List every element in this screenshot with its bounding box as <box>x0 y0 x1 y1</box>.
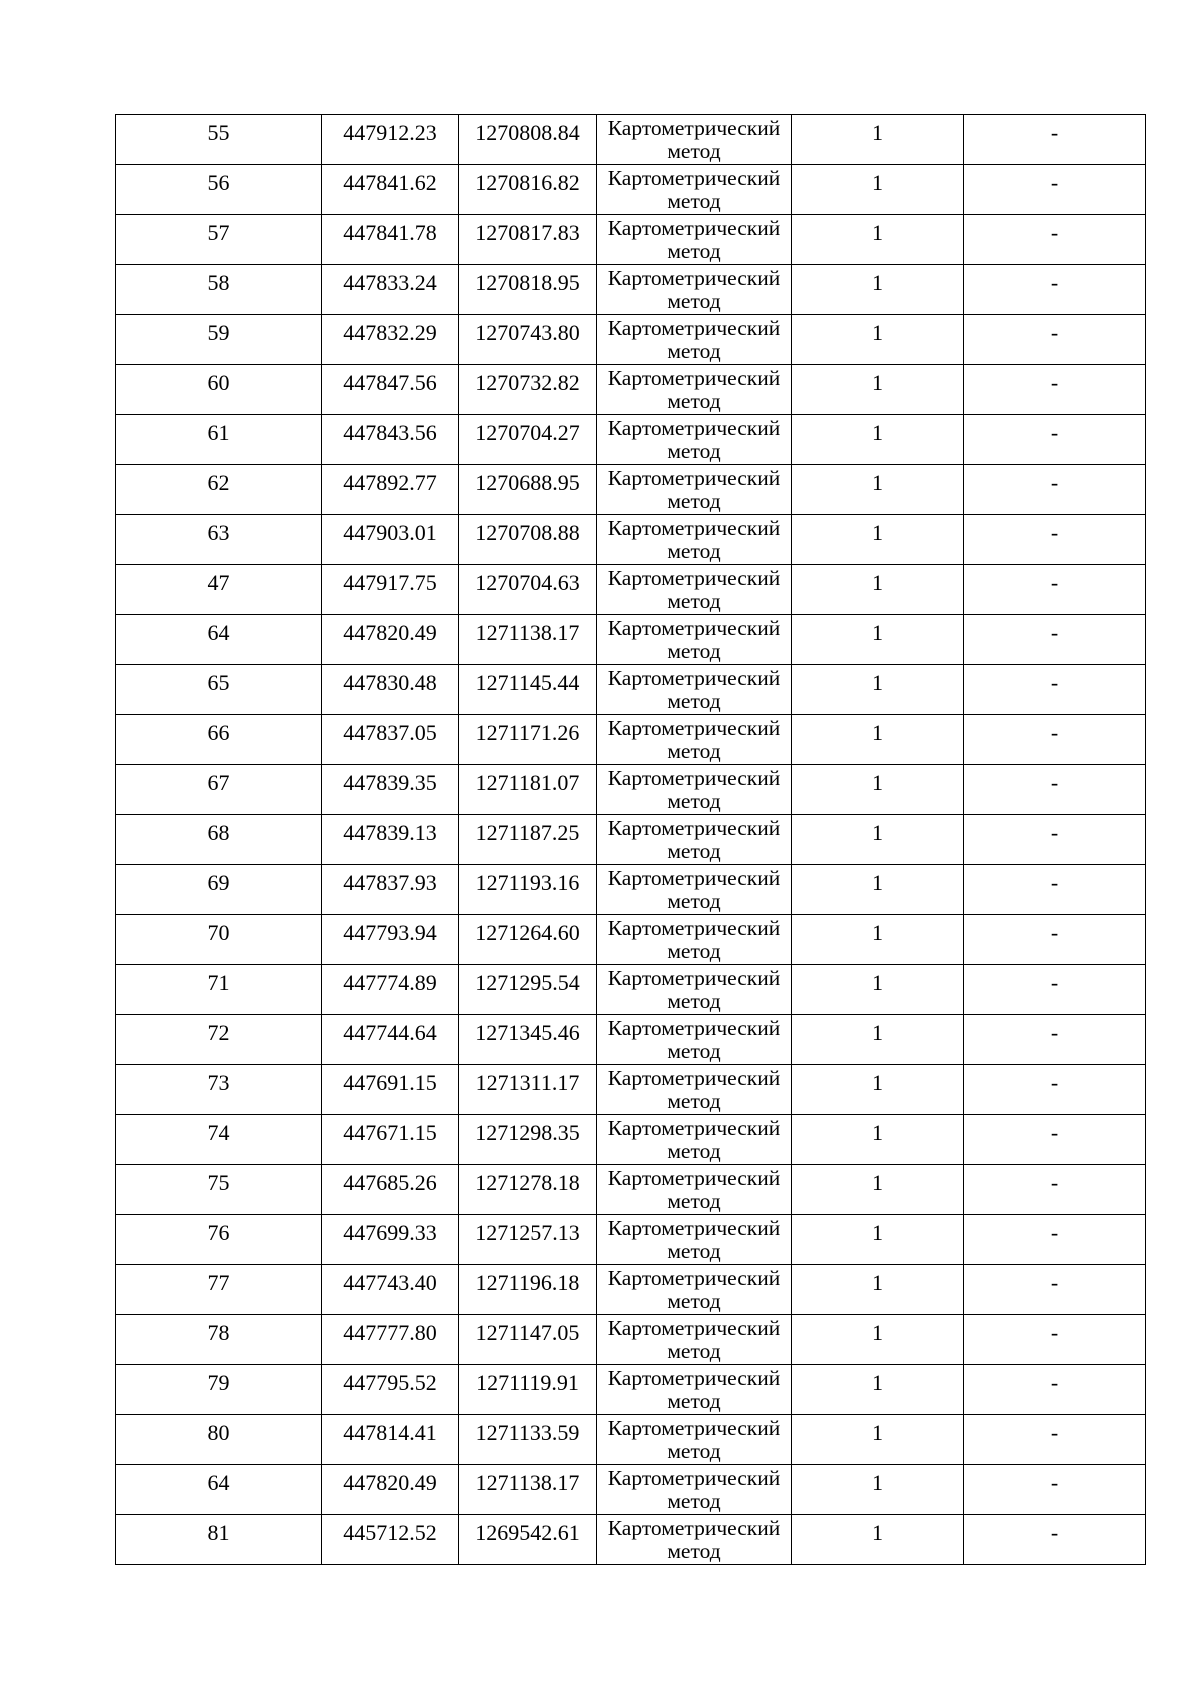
y-coordinate-cell: 1271171.26 <box>459 715 597 765</box>
y-coordinate-cell: 1271345.46 <box>459 1015 597 1065</box>
y-coordinate-cell: 1271193.16 <box>459 865 597 915</box>
x-coordinate-cell: 447814.41 <box>322 1415 459 1465</box>
method-cell <box>597 1065 792 1115</box>
table-row <box>116 215 1146 265</box>
method-label-line1: Картометрический <box>607 1466 781 1490</box>
precision-cell: 1 <box>792 465 964 515</box>
y-coordinate-cell: 1271298.35 <box>459 1115 597 1165</box>
method-label-line1: Картометрический <box>607 266 781 290</box>
method-cell <box>597 865 792 915</box>
table-row <box>116 1315 1146 1365</box>
coordinates-table <box>115 114 1146 1565</box>
note-cell: - <box>964 915 1146 965</box>
point-number-cell: 79 <box>116 1365 322 1415</box>
y-coordinate-cell: 1270743.80 <box>459 315 597 365</box>
note-cell: - <box>964 165 1146 215</box>
method-label-line1: Картометрический <box>607 566 781 590</box>
precision-cell: 1 <box>792 865 964 915</box>
y-coordinate-cell: 1269542.61 <box>459 1515 597 1565</box>
table-row <box>116 1515 1146 1565</box>
x-coordinate-cell: 447917.75 <box>322 565 459 615</box>
method-cell <box>597 415 792 465</box>
method-label-line2: метод <box>667 639 721 663</box>
precision-cell: 1 <box>792 265 964 315</box>
x-coordinate-cell: 447743.40 <box>322 1265 459 1315</box>
table-row <box>116 515 1146 565</box>
note-cell: - <box>964 1365 1146 1415</box>
note-cell: - <box>964 465 1146 515</box>
note-cell: - <box>964 715 1146 765</box>
point-number-cell: 47 <box>116 565 322 615</box>
method-cell <box>597 365 792 415</box>
point-number-cell: 77 <box>116 1265 322 1315</box>
precision-cell: 1 <box>792 165 964 215</box>
note-cell: - <box>964 1315 1146 1365</box>
method-label-line2: метод <box>667 1489 721 1513</box>
method-cell <box>597 1015 792 1065</box>
note-cell: - <box>964 1515 1146 1565</box>
method-cell <box>597 815 792 865</box>
point-number-cell: 75 <box>116 1165 322 1215</box>
precision-cell: 1 <box>792 815 964 865</box>
table-row <box>116 465 1146 515</box>
method-cell <box>597 1165 792 1215</box>
x-coordinate-cell: 447903.01 <box>322 515 459 565</box>
method-cell <box>597 1315 792 1365</box>
point-number-cell: 69 <box>116 865 322 915</box>
x-coordinate-cell: 447671.15 <box>322 1115 459 1165</box>
y-coordinate-cell: 1271295.54 <box>459 965 597 1015</box>
table-row <box>116 565 1146 615</box>
precision-cell: 1 <box>792 1365 964 1415</box>
table-row <box>116 1415 1146 1465</box>
note-cell: - <box>964 1265 1146 1315</box>
method-label-line2: метод <box>667 1339 721 1363</box>
method-cell <box>597 1465 792 1515</box>
precision-cell: 1 <box>792 1115 964 1165</box>
y-coordinate-cell: 1270808.84 <box>459 115 597 165</box>
method-label-line1: Картометрический <box>607 1266 781 1290</box>
method-cell <box>597 765 792 815</box>
method-label-line1: Картометрический <box>607 416 781 440</box>
precision-cell: 1 <box>792 1265 964 1315</box>
method-label-line1: Картометрический <box>607 1066 781 1090</box>
x-coordinate-cell: 447777.80 <box>322 1315 459 1365</box>
table-row <box>116 1365 1146 1415</box>
method-label-line1: Картометрический <box>607 866 781 890</box>
note-cell: - <box>964 515 1146 565</box>
y-coordinate-cell: 1271133.59 <box>459 1415 597 1465</box>
note-cell: - <box>964 1065 1146 1115</box>
method-cell <box>597 715 792 765</box>
y-coordinate-cell: 1270818.95 <box>459 265 597 315</box>
y-coordinate-cell: 1271257.13 <box>459 1215 597 1265</box>
x-coordinate-cell: 447839.35 <box>322 765 459 815</box>
method-label-line2: метод <box>667 1289 721 1313</box>
method-label-line2: метод <box>667 1439 721 1463</box>
table-row <box>116 1065 1146 1115</box>
point-number-cell: 59 <box>116 315 322 365</box>
method-cell <box>597 615 792 665</box>
method-cell <box>597 1265 792 1315</box>
method-label-line2: метод <box>667 439 721 463</box>
method-cell <box>597 565 792 615</box>
x-coordinate-cell: 447843.56 <box>322 415 459 465</box>
method-label-line1: Картометрический <box>607 116 781 140</box>
method-label-line1: Картометрический <box>607 516 781 540</box>
method-label-line1: Картометрический <box>607 1316 781 1340</box>
note-cell: - <box>964 865 1146 915</box>
method-cell <box>597 915 792 965</box>
y-coordinate-cell: 1271187.25 <box>459 815 597 865</box>
method-label-line2: метод <box>667 389 721 413</box>
precision-cell: 1 <box>792 365 964 415</box>
note-cell: - <box>964 265 1146 315</box>
y-coordinate-cell: 1270708.88 <box>459 515 597 565</box>
method-label-line2: метод <box>667 339 721 363</box>
x-coordinate-cell: 447847.56 <box>322 365 459 415</box>
method-cell <box>597 1515 792 1565</box>
x-coordinate-cell: 447837.93 <box>322 865 459 915</box>
method-cell <box>597 665 792 715</box>
method-label-line1: Картометрический <box>607 916 781 940</box>
point-number-cell: 80 <box>116 1415 322 1465</box>
precision-cell: 1 <box>792 715 964 765</box>
precision-cell: 1 <box>792 965 964 1015</box>
method-label-line1: Картометрический <box>607 716 781 740</box>
point-number-cell: 72 <box>116 1015 322 1065</box>
precision-cell: 1 <box>792 515 964 565</box>
precision-cell: 1 <box>792 765 964 815</box>
x-coordinate-cell: 447820.49 <box>322 615 459 665</box>
precision-cell: 1 <box>792 1465 964 1515</box>
method-label-line2: метод <box>667 139 721 163</box>
note-cell: - <box>964 215 1146 265</box>
point-number-cell: 68 <box>116 815 322 865</box>
method-label-line2: метод <box>667 489 721 513</box>
table-row <box>116 865 1146 915</box>
note-cell: - <box>964 1015 1146 1065</box>
method-label-line2: метод <box>667 1089 721 1113</box>
method-label-line1: Картометрический <box>607 366 781 390</box>
method-cell <box>597 1215 792 1265</box>
table-row <box>116 1015 1146 1065</box>
note-cell: - <box>964 1415 1146 1465</box>
table-row <box>116 665 1146 715</box>
x-coordinate-cell: 447691.15 <box>322 1065 459 1115</box>
point-number-cell: 66 <box>116 715 322 765</box>
point-number-cell: 63 <box>116 515 322 565</box>
note-cell: - <box>964 115 1146 165</box>
note-cell: - <box>964 765 1146 815</box>
method-label-line2: метод <box>667 1189 721 1213</box>
method-label-line1: Картометрический <box>607 966 781 990</box>
y-coordinate-cell: 1270704.63 <box>459 565 597 615</box>
note-cell: - <box>964 615 1146 665</box>
method-label-line2: метод <box>667 989 721 1013</box>
point-number-cell: 81 <box>116 1515 322 1565</box>
method-label-line1: Картометрический <box>607 1116 781 1140</box>
precision-cell: 1 <box>792 215 964 265</box>
x-coordinate-cell: 447699.33 <box>322 1215 459 1265</box>
y-coordinate-cell: 1270816.82 <box>459 165 597 215</box>
point-number-cell: 70 <box>116 915 322 965</box>
precision-cell: 1 <box>792 315 964 365</box>
y-coordinate-cell: 1271138.17 <box>459 615 597 665</box>
method-cell <box>597 165 792 215</box>
x-coordinate-cell: 447832.29 <box>322 315 459 365</box>
table-row <box>116 365 1146 415</box>
method-cell <box>597 1365 792 1415</box>
method-cell <box>597 515 792 565</box>
note-cell: - <box>964 365 1146 415</box>
x-coordinate-cell: 447793.94 <box>322 915 459 965</box>
note-cell: - <box>964 965 1146 1015</box>
note-cell: - <box>964 1215 1146 1265</box>
method-label-line2: метод <box>667 1539 721 1563</box>
method-cell <box>597 315 792 365</box>
point-number-cell: 76 <box>116 1215 322 1265</box>
y-coordinate-cell: 1271119.91 <box>459 1365 597 1415</box>
method-label-line1: Картометрический <box>607 766 781 790</box>
x-coordinate-cell: 447833.24 <box>322 265 459 315</box>
note-cell: - <box>964 1465 1146 1515</box>
y-coordinate-cell: 1271147.05 <box>459 1315 597 1365</box>
y-coordinate-cell: 1271278.18 <box>459 1165 597 1215</box>
method-label-line1: Картометрический <box>607 1416 781 1440</box>
note-cell: - <box>964 665 1146 715</box>
x-coordinate-cell: 447839.13 <box>322 815 459 865</box>
point-number-cell: 78 <box>116 1315 322 1365</box>
method-label-line2: метод <box>667 939 721 963</box>
x-coordinate-cell: 447744.64 <box>322 1015 459 1065</box>
method-cell <box>597 1115 792 1165</box>
method-cell <box>597 215 792 265</box>
point-number-cell: 73 <box>116 1065 322 1115</box>
table-row <box>116 815 1146 865</box>
x-coordinate-cell: 447774.89 <box>322 965 459 1015</box>
precision-cell: 1 <box>792 415 964 465</box>
point-number-cell: 74 <box>116 1115 322 1165</box>
y-coordinate-cell: 1271138.17 <box>459 1465 597 1515</box>
x-coordinate-cell: 447820.49 <box>322 1465 459 1515</box>
table-row <box>116 615 1146 665</box>
point-number-cell: 58 <box>116 265 322 315</box>
table-row <box>116 165 1146 215</box>
method-label-line2: метод <box>667 839 721 863</box>
precision-cell: 1 <box>792 1015 964 1065</box>
x-coordinate-cell: 447912.23 <box>322 115 459 165</box>
table-row <box>116 265 1146 315</box>
precision-cell: 1 <box>792 1415 964 1465</box>
y-coordinate-cell: 1271264.60 <box>459 915 597 965</box>
precision-cell: 1 <box>792 1215 964 1265</box>
method-label-line2: метод <box>667 1389 721 1413</box>
x-coordinate-cell: 447892.77 <box>322 465 459 515</box>
precision-cell: 1 <box>792 565 964 615</box>
method-label-line2: метод <box>667 239 721 263</box>
table-row <box>116 715 1146 765</box>
note-cell: - <box>964 565 1146 615</box>
x-coordinate-cell: 447795.52 <box>322 1365 459 1415</box>
table-row <box>116 1265 1146 1315</box>
precision-cell: 1 <box>792 915 964 965</box>
note-cell: - <box>964 315 1146 365</box>
method-label-line2: метод <box>667 789 721 813</box>
method-label-line2: метод <box>667 689 721 713</box>
method-cell <box>597 115 792 165</box>
table-row <box>116 315 1146 365</box>
y-coordinate-cell: 1270732.82 <box>459 365 597 415</box>
method-label-line2: метод <box>667 589 721 613</box>
table-row <box>116 1465 1146 1515</box>
point-number-cell: 57 <box>116 215 322 265</box>
point-number-cell: 71 <box>116 965 322 1015</box>
x-coordinate-cell: 447830.48 <box>322 665 459 715</box>
table-row <box>116 1215 1146 1265</box>
method-label-line2: метод <box>667 1039 721 1063</box>
point-number-cell: 56 <box>116 165 322 215</box>
method-label-line2: метод <box>667 889 721 913</box>
coordinates-table-body <box>116 115 1146 1565</box>
method-label-line2: метод <box>667 189 721 213</box>
table-row <box>116 915 1146 965</box>
table-row <box>116 115 1146 165</box>
y-coordinate-cell: 1271145.44 <box>459 665 597 715</box>
method-label-line1: Картометрический <box>607 216 781 240</box>
y-coordinate-cell: 1271181.07 <box>459 765 597 815</box>
note-cell: - <box>964 815 1146 865</box>
precision-cell: 1 <box>792 1165 964 1215</box>
method-label-line1: Картометрический <box>607 166 781 190</box>
method-cell <box>597 465 792 515</box>
method-cell <box>597 965 792 1015</box>
method-label-line1: Картометрический <box>607 1216 781 1240</box>
method-label-line1: Картометрический <box>607 1166 781 1190</box>
method-label-line2: метод <box>667 289 721 313</box>
point-number-cell: 62 <box>116 465 322 515</box>
method-label-line2: метод <box>667 739 721 763</box>
table-row <box>116 965 1146 1015</box>
point-number-cell: 60 <box>116 365 322 415</box>
y-coordinate-cell: 1270704.27 <box>459 415 597 465</box>
precision-cell: 1 <box>792 1065 964 1115</box>
precision-cell: 1 <box>792 1515 964 1565</box>
point-number-cell: 64 <box>116 615 322 665</box>
method-label-line2: метод <box>667 1139 721 1163</box>
table-row <box>116 1165 1146 1215</box>
note-cell: - <box>964 1115 1146 1165</box>
method-label-line1: Картометрический <box>607 1016 781 1040</box>
method-label-line2: метод <box>667 539 721 563</box>
table-row <box>116 1115 1146 1165</box>
y-coordinate-cell: 1271196.18 <box>459 1265 597 1315</box>
x-coordinate-cell: 447841.78 <box>322 215 459 265</box>
note-cell: - <box>964 1165 1146 1215</box>
y-coordinate-cell: 1271311.17 <box>459 1065 597 1115</box>
y-coordinate-cell: 1270688.95 <box>459 465 597 515</box>
point-number-cell: 67 <box>116 765 322 815</box>
point-number-cell: 55 <box>116 115 322 165</box>
method-label-line1: Картометрический <box>607 466 781 490</box>
method-label-line1: Картометрический <box>607 1366 781 1390</box>
method-label-line1: Картометрический <box>607 616 781 640</box>
precision-cell: 1 <box>792 115 964 165</box>
x-coordinate-cell: 447841.62 <box>322 165 459 215</box>
x-coordinate-cell: 445712.52 <box>322 1515 459 1565</box>
method-label-line1: Картометрический <box>607 1516 781 1540</box>
y-coordinate-cell: 1270817.83 <box>459 215 597 265</box>
method-label-line1: Картометрический <box>607 666 781 690</box>
method-cell <box>597 1415 792 1465</box>
point-number-cell: 61 <box>116 415 322 465</box>
method-label-line1: Картометрический <box>607 316 781 340</box>
method-label-line2: метод <box>667 1239 721 1263</box>
note-cell: - <box>964 415 1146 465</box>
method-cell <box>597 265 792 315</box>
method-label-line1: Картометрический <box>607 816 781 840</box>
table-row <box>116 415 1146 465</box>
precision-cell: 1 <box>792 1315 964 1365</box>
x-coordinate-cell: 447685.26 <box>322 1165 459 1215</box>
x-coordinate-cell: 447837.05 <box>322 715 459 765</box>
point-number-cell: 64 <box>116 1465 322 1515</box>
precision-cell: 1 <box>792 665 964 715</box>
table-row <box>116 765 1146 815</box>
precision-cell: 1 <box>792 615 964 665</box>
point-number-cell: 65 <box>116 665 322 715</box>
